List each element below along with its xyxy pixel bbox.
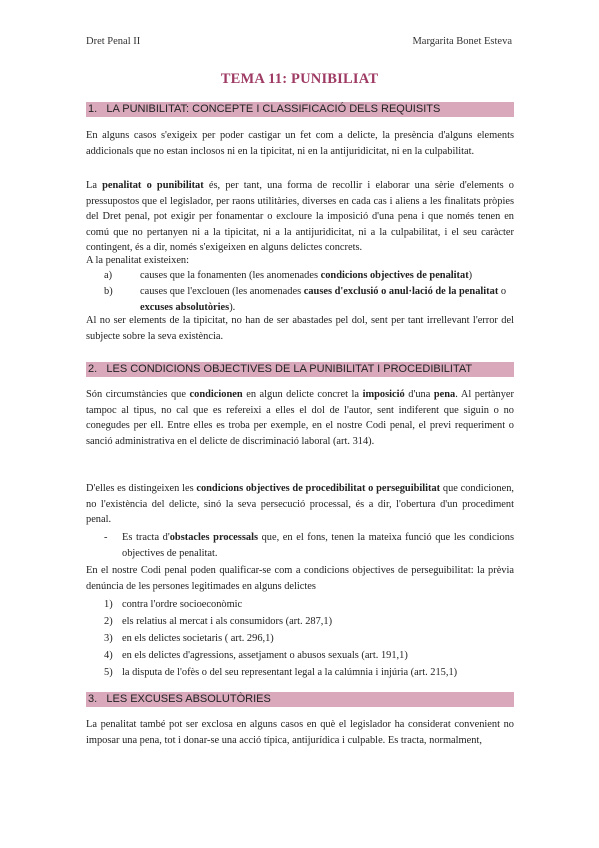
list-item: 1) contra l'ordre socioeconòmic [104,599,243,610]
page-title: TEMA 11: PUNIBILIAT [220,71,379,87]
list-label: a) [104,270,113,281]
list-item: 2) els relatius al mercat i als consumidors (art. 287,1) [104,616,333,627]
section-title: LES CONDICIONS OBJECTIVES DE LA PUNIBILITAT I PROCEDIBILITAT [106,363,473,375]
list-item: 3) en els delictes societaris ( art. 296,1) [104,633,274,644]
header-author: Margarita Bonet Esteva [412,36,512,47]
paragraph: La penalitat o punibilitat és, per tant, una forma de recollir i elaborar una sèrie d'elements o pressupostos que el legislador, per raons utilitàries, diverses en cada cas i aliens a les finalitats pròpies del Dret penal, pot exigir per fonamentar o excloure la imposició d'una pena i que només tenen en comú que no pertanyen ni a la tipicitat, ni a la antijuridicitat, ni a la culpabilitat, i el seu caràcter contingent, és a dir, només s'exigeixen en alguns delictes concrets. [86,180,514,253]
list-item: 4) en els delictes d'agressions, assetjament o abusos sexuals (art. 191,1) [104,650,408,661]
paragraph: En alguns casos s'exigeix per poder castigar un fet com a delicte, la presència d'alguns elements addicionals que no estan inclosos ni en la tipicitat, ni en la antijuridicitat, ni en la culpabilitat. [86,130,514,157]
section-1-heading [86,102,514,117]
section-3-heading [86,692,514,707]
section-number: 3. [88,693,98,705]
section-2-heading [86,362,514,377]
paragraph: A la penalitat existeixen: [86,255,190,266]
dash-marker: - [104,532,108,543]
list-item: 5) la disputa de l'ofès o del seu representant legal a la calúmnia i injúria (art. 215,1) [104,667,458,678]
list-item: b) causes que l'exclouen (les anomenades causes d'exclusió o anul·lació de la penalitat o excuses absolutòries). [104,286,507,313]
section-number: 1. [88,103,98,115]
term-penalitat: penalitat o punibilitat [102,180,204,191]
paragraph: En el nostre Codi penal poden qualificar-se com a condicions objectives de perseguibilitat: la prèvia denúncia de les persones legitimades en alguns delictes [86,565,514,592]
section-number: 2. [88,363,98,375]
paragraph: Són circumstàncies que condicionen en algun delicte concret la imposició d'una pena. Al pertànyer tampoc al tipus, no cal que es refereixi a elles el dol de l'autor, sent indiferent que siguin o no conegudes per ell. Entre elles es troba per exemple, en el nostre Codi penal, el previ requeriment o sanció administrativa en el delicte de discriminació laboral (art. 314). [86,389,514,447]
list-item: a) causes que la fonamenten (les anomenades condicions objectives de penalitat) [104,268,514,284]
header-course: Dret Penal II [86,36,141,47]
list-label: b) [104,286,113,297]
numbered-list [104,597,514,682]
section-title: LA PUNIBILITAT: CONCEPTE I CLASSIFICACIÓ DELS REQUISITS [106,103,441,115]
paragraph: D'elles es distingeixen les condicions objectives de procedibilitat o perseguibilitat que condicionen, no l'existència del delicte, sinó la seva persecució processal, és a dir, l'obertura d'un procediment penal. [86,483,514,525]
paragraph: Al no ser elements de la tipicitat, no han de ser abastades pel dol, sent per tant irrellevant l'error del subjecte sobre la seva existència. [86,315,514,342]
paragraph: La penalitat també pot ser exclosa en alguns casos en què el legislador ha considerat convenient no imposar una pena, tot i donar-se una acció típica, antijurídica i culpable. Es tracta, normalment, [86,719,514,746]
section-title: LES EXCUSES ABSOLUTÒRIES [106,693,271,705]
dash-item: - Es tracta d'obstacles processals que, en el fons, tenen la mateixa funció que les condicions objectives de penalitat. [104,532,514,559]
